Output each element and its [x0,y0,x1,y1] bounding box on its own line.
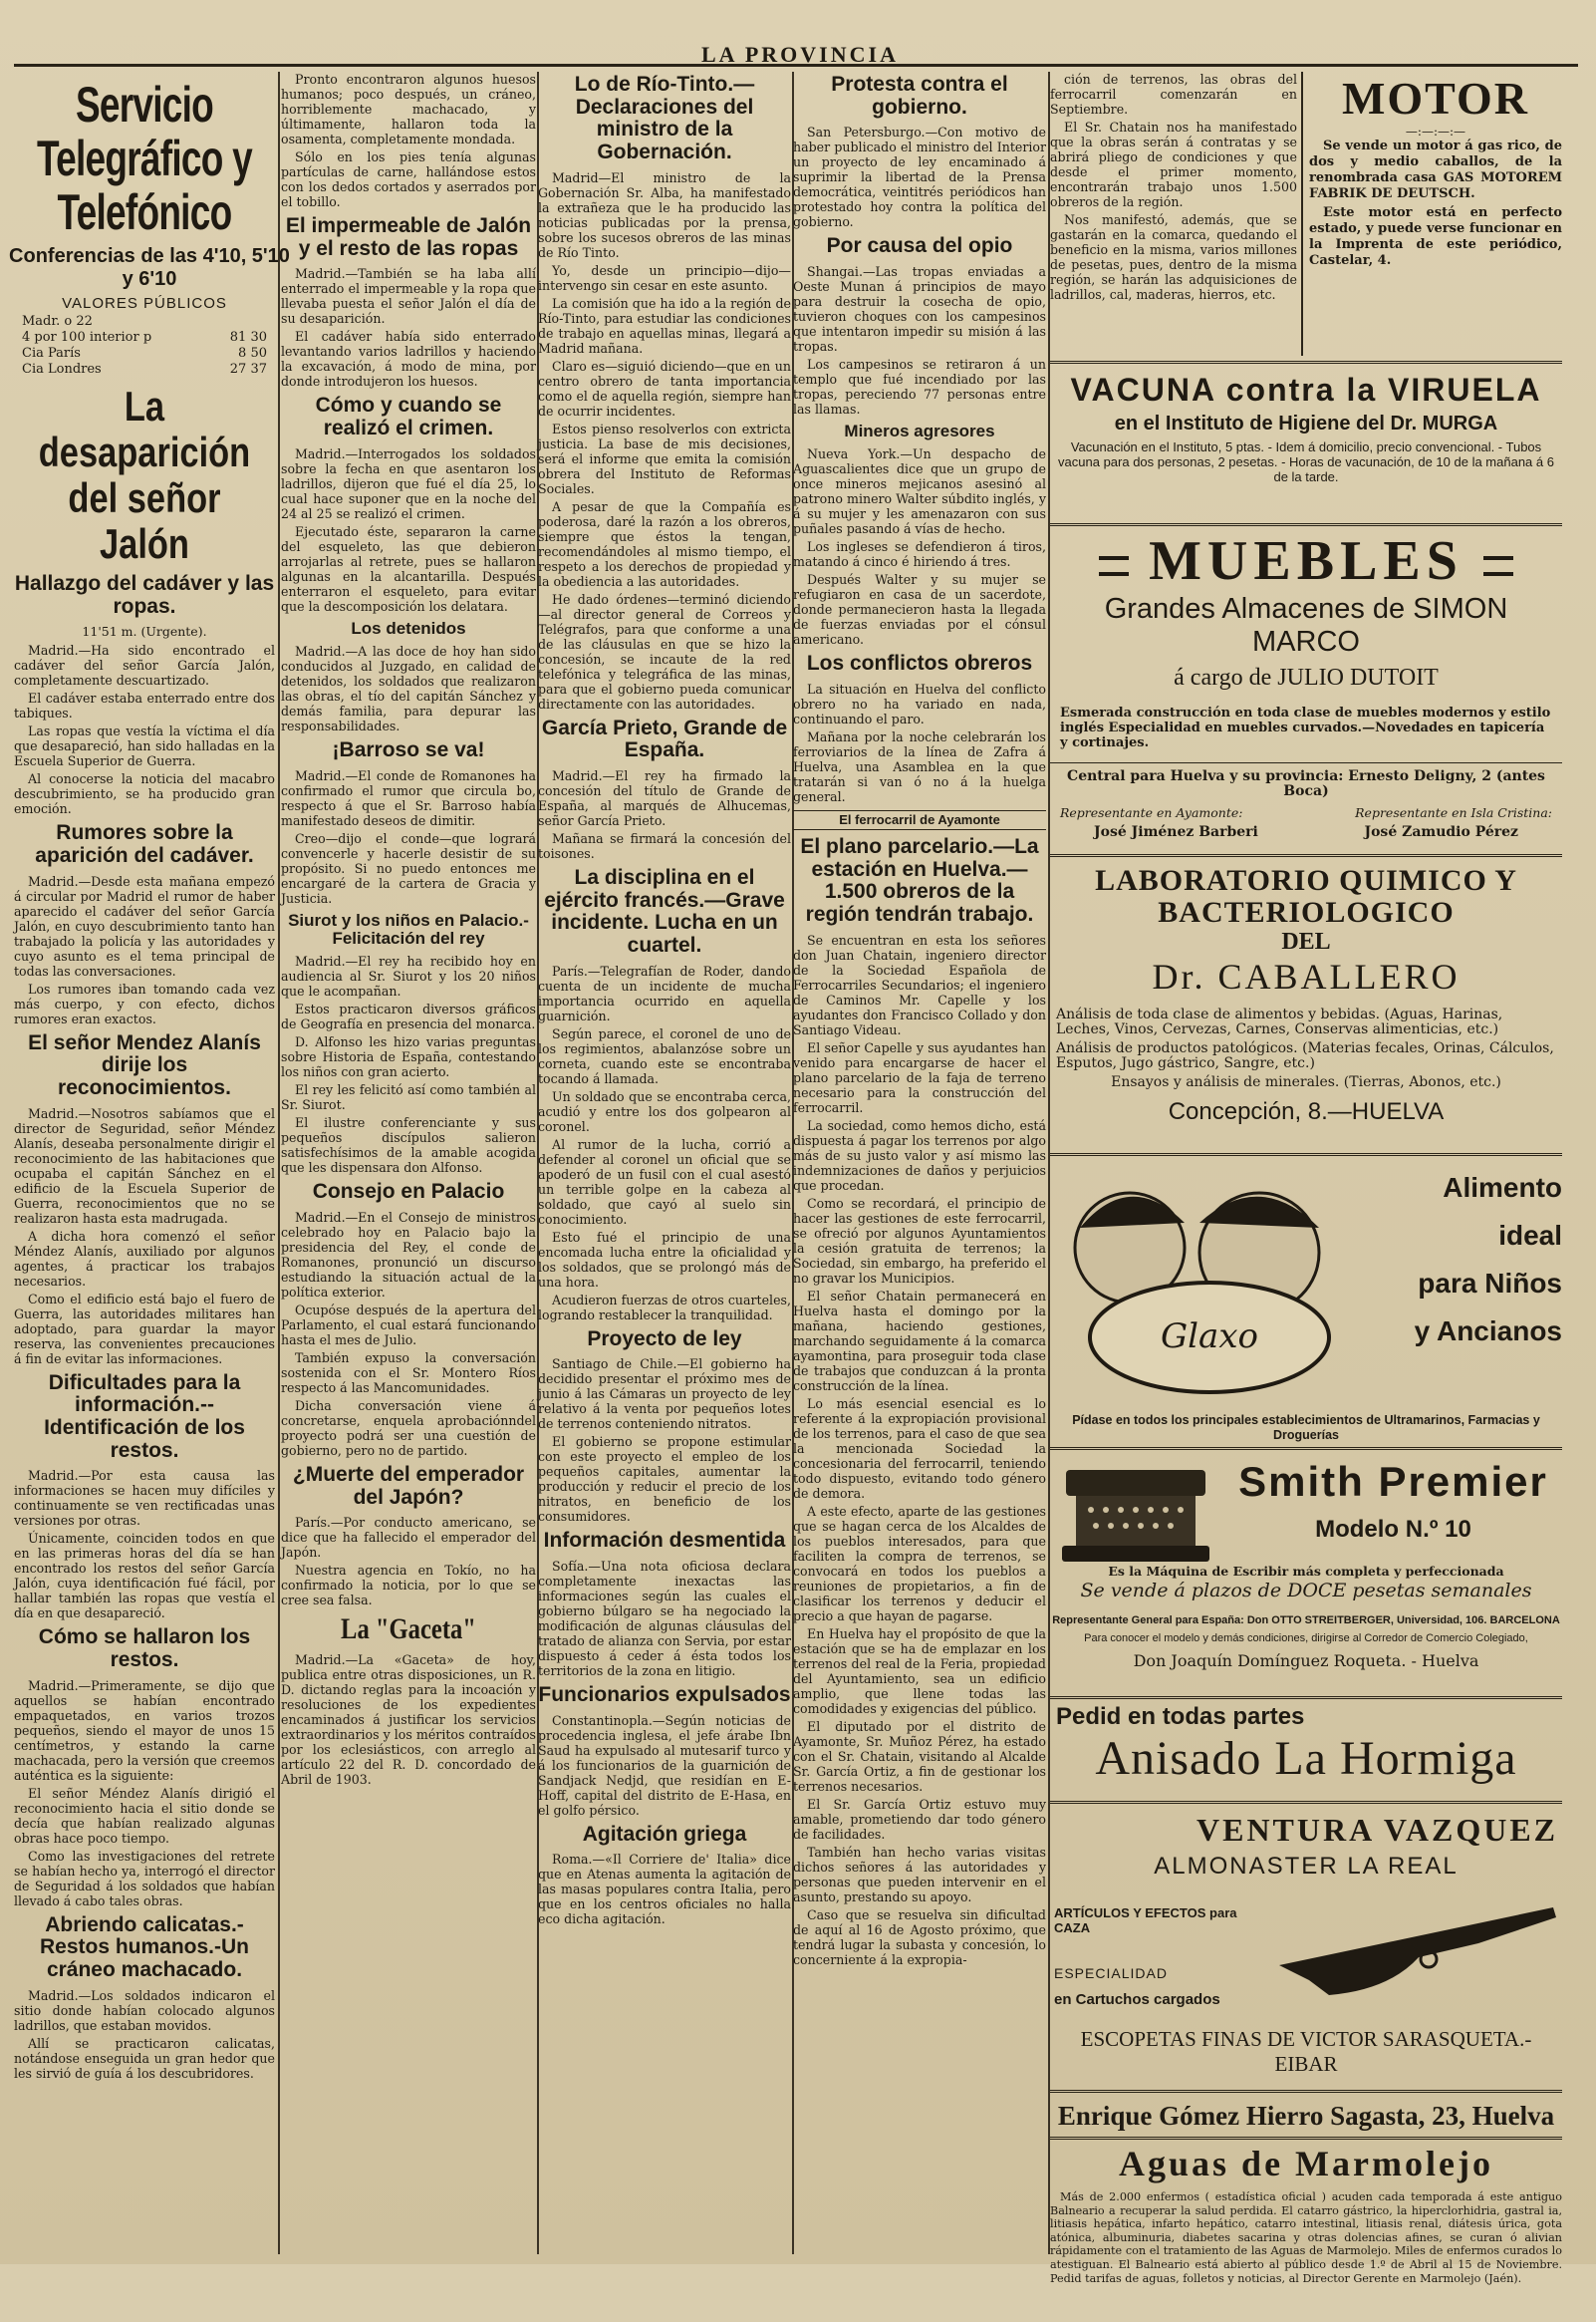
ad-title: MUEBLES [1050,529,1562,593]
ad-subtitle: Anisado La Hormiga [1095,1732,1517,1785]
ad-subtitle: Dr. CABALLERO [1152,957,1461,997]
ad-title: Enrique Gómez Hierro Sagasta, 23, Huelva [1057,2101,1555,2131]
ad-text: ESPECIALIDAD [1054,1965,1168,1981]
ad-separator: —:—:—:— [1405,125,1466,139]
paragraph: Acudieron fuerzas de otros cuarteles, logrando restablecer la tranquilidad. [538,1292,791,1322]
masthead [14,40,1578,67]
ad-text: Central para Huelva y su provincia: Ernesto Deligny, 2 (antes Boca) [1067,768,1545,799]
paragraph: Únicamente, coinciden todos en que en las primeras horas del día se han encontrado los restos del señor García Jalón, cuya identificación fué fácil, por hallar también las ropas que vestía el día en que desapareció. [14,1531,275,1621]
paragraph: El rey les felicitó así como también al Sr. Siurot. [281,1082,536,1113]
paragraph: Constantinopla.—Según noticias de procedencia inglesa, el jefe árabe Ibn Saud ha expulsado al mutesarif turco y á los funcionarios de la guarnición de Sandjack Nedjd, que residían en E-Hoff, capital del distrito de E-Hasa, en el golfo pérsico. [538,1712,791,1818]
headline: Consejo en Palacio [312,1180,505,1204]
ad-text: José Zamudio Pérez [1364,824,1518,840]
paragraph: Estos pienso resolverlos con extricta justicia. La base de mis decisiones, será el informe que emita la comisión obrera del Instituto de Reformas Sociales. [538,421,791,496]
ad-text: Representante General para España: Don OTTO STREITBERGER, Universidad, 106. BARCELONA [1052,1614,1560,1626]
paragraph: ción de terrenos, las obras del ferrocarril comenzarán en Septiembre. [1050,72,1297,117]
typewriter-image [1056,1460,1215,1570]
paragraph: Ejecutado éste, separaron la carne del esqueleto, las que debieron arrojarlas al retrete, pues se hallaron algunas en la alcantarilla. Después enterraron el esqueleto, para evitar que la descomposición los delatara. [281,523,536,614]
paragraph: Madrid.—La «Gaceta» de hoy, publica entre otras disposiciones, un R. D. dictando reglas para la incoación y resoluciones de los expedientes encaminados á justificar los servicios extraordinarios y los méritos contraídos por los eclesiásticos, con arreglo al artículo 22 del R. D. concordado de Abril de 1903. [281,1651,536,1787]
paragraph: La situación en Huelva del conflicto obrero no ha variado en nada, continuando el paro. [793,682,1046,727]
paragraph: Se encuentran en esta los señores don Juan Chatain, ingeniero director de la Sociedad Española de Ferrocarriles Secundarios; el ingeniero de Caminos Mr. Capelle y los ayudantes don Francisco Collado y don Santiago Videau. [793,932,1046,1037]
ad-text: Análisis de toda clase de alimentos y bebidas. (Aguas, Harinas, Leches, Vinos, Cervezas, Carnes, Conservas alimenticias, etc.) [1056,1007,1503,1037]
headline-gaceta: La "Gaceta" [341,1612,476,1646]
paragraph: El Sr. García Ortiz estuvo muy amable, prometiendo dar todo género de facilidades. [793,1796,1046,1842]
paragraph: El cadáver estaba enterrado entre dos tabiques. [14,691,275,722]
ad-subtitle: DEL [1281,929,1331,955]
paragraph: Madrid.—En el Consejo de ministros celebrado hoy en Palacio bajo la presidencia del Rey, el conde de Romanones, pronunció un discurso estudiando la situación actual de la política exterior. [281,1210,536,1301]
paragraph: Mañana se firmará la concesión del toisones. [538,831,791,862]
column-3 [538,72,791,2254]
paragraph: Madrid.—Los soldados indicaron el sitio donde habían colocado algunos ladrillos, que estaban movidos. [14,1987,275,2033]
column-4 [793,72,1046,2254]
ad-laboratorio [1050,859,1562,1156]
column-5-ads [1050,72,1562,2285]
paragraph: Esto fué el principio de una encomada lucha entre la oficialidad y los soldados, que se prolongó más de una hora. [538,1229,791,1290]
paragraph: En Huelva hay el propósito de que la estación que se ha de emplazar en los terrenos del real de la Feria, propiedad del Ayuntamiento, sea un edificio amplio, que llene todas las comodidades y exigencias del público. [793,1625,1046,1716]
paragraph: Claro es—siguió diciendo—que en un centro obrero de tanta importancia como el de aquella región, siempre han de ocurrir incidentes. [538,358,791,419]
ad-title: VENTURA VAZQUEZ [1196,1812,1558,1848]
paragraph: Nuestra agencia en Tokío, no ha confirmado la noticia, por lo que se cree sea falsa. [281,1563,536,1608]
glaxo-illustration [1060,1168,1359,1412]
ad-marmolejo [1050,2143,1562,2322]
masthead-title: LA PROVINCIA [701,42,899,67]
ad-subtitle: ALMONASTER LA REAL [1154,1853,1459,1880]
headline: Dificultades para la información.--Identificación de los restos. [44,1370,245,1462]
paragraph: París.—Por conducto americano, se dice que ha fallecido el emperador del Japón. [281,1515,536,1561]
ad-text: Representante en Isla Cristina: [1355,805,1552,820]
ad-text: ESCOPETAS FINAS DE VICTOR SARASQUETA.-EIBAR [1080,2027,1532,2076]
ad-address: Concepción, 8.—HUELVA [1168,1098,1445,1125]
paragraph: Los campesinos se retiraron á un templo que fué incendiado por las tropas, pereciendo 77 personas entre las llamas. [793,357,1046,418]
paragraph: Madrid.—Por esta causa las informaciones se hacen muy difíciles y continuamente se ven rectificadas unas versiones por otras. [14,1468,275,1529]
headline: Mineros agresores [844,422,995,441]
paragraph: Madrid.—El rey ha firmado la concesión del título de Grande de España, al marqués de Alhucemas, señor García Prieto. [538,768,791,829]
paragraph: Madrid.—El rey ha recibido hoy en audiencia al Sr. Siurot y los 20 niños que le acompañan. [281,954,536,1000]
headline: ¡Barroso se va! [332,738,485,762]
paragraph: El señor Chatain permanecerá en Huelva hasta el domingo por la mañana, haciendo gestiones, marchando seguidamente á la comarca ayamontina, para proseguir toda clase de trabajos que conduzcan á la pronta construcción de la línea. [793,1288,1046,1393]
paragraph: Madrid—El ministro de la Gobernación Sr. Alba, ha manifestado la extrañeza que le ha producido las noticias publicadas por la prensa, sobre los sucesos obreros de las minas de Río Tinto. [538,169,791,260]
public-values-row: 4 por 100 interior p 81 30 [22,330,267,345]
column-rule [278,72,280,2254]
ad-text: Análisis de productos patológicos. (Materias fecales, Orinas, Cálculos, Esputos, Jugo gástrico, Sangre, etc.) [1056,1040,1554,1071]
paragraph: Los ingleses se defendieron á tiros, matando á cinco é hiriendo á tres. [793,539,1046,570]
headline: ¿Muerte del emperador del Japón? [292,1463,525,1509]
paragraph: Las ropas que vestía la víctima el día que desapareció, han sido halladas en la Escuela Superior de Guerra. [14,724,275,769]
paragraph: Como las investigaciones del retrete se habían hecho ya, interrogó el director de Seguridad á los soldados que habían llevado á cabo tales obras. [14,1848,275,1908]
paragraph: Mañana por la noche celebrarán los ferroviarios de la línea de Zafra á Huelva, una Asamblea en la que tratarán si van ó no á la huelga general. [793,729,1046,805]
paragraph: Roma.—«Il Corriere de' Italia» dice que en Atenas aumenta la agitación de las masas populares contra Italia, pero que en los centros oficiales no halla eco dicha agitación. [538,1852,791,1927]
public-values-row: Cia Londres 27 37 [22,362,267,377]
headline: Información desmentida [543,1529,786,1553]
decorative-rule [1483,556,1513,576]
paragraph: El señor Capelle y sus ayudantes han venido para encargarse de hacer el plano parcelario de la faja de terreno necesario para la construcción del ferrocarril. [793,1039,1046,1115]
section-title: Servicio Telegráfico y Telefónico [37,77,252,240]
column-2 [281,72,536,2254]
ad-text: Don Joaquín Domínguez Roqueta. - Huelva [1133,1651,1479,1670]
ad-text: Más de 2.000 enfermos ( estadística oficial ) acuden cada temporada á este antiguo Balneario a recuperar la salud perdida. El catarro gástrico, la hiperclorhidria, gastral ia, litiasis hepática, infarto hepático, catarro intestinal, litiasis renal, diátesis úrica, gota atónica, albuminuria, diabetes sacarina y otras dolencias afines, se curan ó alivian rápidamente con el tratamiento de las Aguas de Marmolejo. Miles de enfermos curados lo atestiguan. El Balneario está abierto al público desde 1.º de Abril al 15 de Noviembre. Pedid tarifas de aguas, folletos y noticias, al Director Gerente en Marmolejo (Jaén). [1050,2190,1562,2285]
article-continuation [1050,72,1297,305]
paragraph: Madrid.—Nosotros sabíamos que el director de Seguridad, señor Méndez Alanís, deseaba personalmente dirigir el reconocimiento de las habitaciones que ocupaba el capitán Sánchez en el edificio de la Escuela Superior de Guerra, reconocimientos que no se realizaron hasta esta madrugada. [14,1105,275,1226]
paragraph: También expuso la conversación sostenida con el Sr. Montero Ríos respecto á las Mancomunidades. [281,1350,536,1396]
paragraph: La sociedad, como hemos dicho, está dispuesta á pagar los terrenos por algo más de su justo valor y así mismo las indemnizaciones de daños y perjuicios que procedan. [793,1117,1046,1193]
ad-subtitle: Modelo N.º 10 [1315,1516,1471,1543]
public-values-title: VALORES PÚBLICOS [62,295,227,312]
ad-anisado [1050,1701,1562,1804]
headline: Proyecto de ley [587,1326,742,1350]
headline: La disciplina en el ejército francés.—Grave incidente. Lucha en un cuartel. [544,866,785,958]
headline: Agitación griega [582,1822,747,1846]
ad-text: José Jiménez Barberi [1094,824,1258,840]
paragraph: Sofía.—Una nota oficiosa declara completamente inexactas las informaciones según las cuales el gobierno búlgaro se ha negociado la modificación de algunas cláusulas del tratado de alianza con Servia, por estar dispuesto á ceder á ésta todos los territorios de la zona en litigio. [538,1559,791,1679]
paragraph: Al rumor de la lucha, corrió a defender al coronel un oficial que se apoderó de un fusil con el cual asestó un terrible golpe en la cabeza al soldado, que cayó al suelo sin conocimiento. [538,1136,791,1227]
public-values-row: Madr. o 22 [22,314,93,329]
ad-text: Este motor está en perfecto estado, y puede verse funcionar en la Imprenta de este periódico, Castelar, 4. [1309,205,1562,268]
ad-text: Vacunación en el Instituto, 5 ptas. - Idem á domicilio, precio convencional. - Tubos vacuna para dos personas, 2 pesetas. - Horas de vacunación, de 10 de la mañana á 6 de la tarde. [1058,439,1554,484]
ad-text: Representante en Ayamonte: [1060,805,1243,820]
paragraph: Caso que se resuelva sin dificultad de aquí al 16 de Agosto próximo, que tendrá lugar la subasta y concesión, lo concerniente á la expropia- [793,1906,1046,1967]
paragraph: Creo—dijo el conde—que logrará convencerle y hacerle desistir de su propósito. Si no puedo entonces me encargaré de la cartera de Gracia y Justicia. [281,830,536,906]
paragraph: Madrid.—Desde esta mañana empezó á circular por Madrid el rumor de haber aparecido el cadáver del señor García Jalón, en cuyo descubrimiento tanto han trabajado la policía y las autoridades y cuyo asunto es el tema principal de todas las conversaciones. [14,873,275,979]
ad-subtitle: en el Instituto de Higiene del Dr. MURGA [1114,413,1498,435]
headline: Funcionarios expulsados [538,1683,791,1707]
paragraph: Santiago de Chile.—El gobierno ha decidido presentar el próximo mes de junio á las Cámaras un proyecto de ley relativo á la venta por pequeños lotes de terrenos conteniendo nitratos. [538,1356,791,1432]
paragraph: Nos manifestó, además, que se gastarán en la comarca, quedando el beneficio en la misma, varios millones de pesetas, pues, dentro de la misma región, se harán las adquisiciones de ladrillos, cal, maderas, hierros, etc. [1050,212,1297,302]
paragraph: Dicha conversación viene á concretarse, enquela aprobaciónndel proyecto podrá ser una cuestión de gobierno, pero no de partido. [281,1398,536,1459]
column-1 [9,72,290,2254]
paragraph: Madrid.—A las doce de hoy han sido conducidos al Juzgado, en calidad de detenidos, los soldados que realizaron las obras, el tío del capitán Sánchez y demás familia, para depurar las responsabilidades. [281,644,536,734]
ad-text: Se vende un motor á gas rico, de dos y medio caballos, de la renombrada casa GAS MOTOREM FABRIK DE DEUTSCH. [1309,139,1562,201]
paragraph: El Sr. Chatain nos ha manifestado que la obras serán á contratas y se abrirá pliego de condiciones y que desde el primer momento, encontrarán trabajo unos 1.500 obreros de la región. [1050,120,1297,209]
ad-title: MOTOR [1341,73,1530,124]
ad-muebles [1050,525,1562,857]
paragraph: Madrid.—El conde de Romanones ha confirmado el rumor que circula bo, respecto á que el Sr. Barroso había manifestado deseos de dimitir. [281,767,536,828]
headline: Cómo se hallaron los restos. [38,1625,251,1672]
ad-subtitle: Grandes Almacenes de SIMON MARCO [1104,593,1508,658]
ad-vacuna [1050,361,1562,526]
headline: Rumores sobre la aparición del cadáver. [35,821,254,868]
paragraph: Ocupóse después de la apertura del Parlamento, el cual estará funcionando hasta el mes de Julio. [281,1303,536,1348]
column-rule [1301,72,1303,356]
paragraph: Madrid.—También se ha laba allí enterrado el impermeable y la ropa que llevaba puesta el señor Jalón el día de su desaparición. [281,266,536,327]
paragraph: A pesar de que la Compañía es poderosa, daré la razón a los obreros, siempre que éstos la tengan, recomendándoles al mismo tiempo, el respeto a los derechos de propiedad y la obediencia a las autoridades. [538,498,791,589]
headline: El ferrocarril de Ayamonte [793,810,1046,830]
paragraph: He dado órdenes—terminó diciendo—al director general de Correos y Telégrafos, para que conforme a una de las cláusulas en que se hizo la concesión, se incaute de la red telefónica y telegráfica de las minas, para que el gobierno pueda comunicar directamente con las autoridades. [538,591,791,712]
headline-jalon: La desaparición del señor Jalón [38,383,251,567]
headline: Hallazgo del cadáver y las ropas. [14,572,275,618]
ad-title: Smith Premier [1238,1458,1548,1505]
ad-text: Alimento [1443,1172,1562,1203]
ad-text: Ensayos y análisis de minerales. (Tierras, Abonos, etc.) [1111,1074,1501,1090]
children-illustration [1060,1168,1359,1412]
typewriter-icon [1056,1460,1215,1570]
paragraph: Los rumores iban tomando cada vez más cuerpo, y con efecto, dichos rumores eran exactos. [14,981,275,1026]
headline: Los detenidos [351,618,466,638]
paragraph: Sólo en los pies tenía algunas partículas de carne, hallándose estos con los dedos cortados y aserrados por el tobillo. [281,149,536,209]
paragraph: También han hecho varias visitas dichos señores á las autoridades y personas que pueden intervenir en el asunto, prestando su apoyo. [793,1844,1046,1904]
glaxo-brand: Glaxo [1161,1316,1258,1356]
ad-text: ARTÍCULOS Y EFECTOS para CAZA [1054,1905,1237,1935]
shotgun-icon [1269,1895,1558,2005]
shotgun-image [1269,1895,1558,2005]
paragraph: Nueva York.—Un despacho de Aguascalientes dice que un grupo de once mineros mejicanos asesinó al patrono minero Walter súbdito inglés, y á su mujer y les amenazaron con sus puñales pasando á vías de hecho. [793,446,1046,537]
paragraph: Como se recordará, el principio de hacer las gestiones de este ferrocarril, se ofreció por algunos Ayuntamientos la cesión gratuita de terrenos; la Sociedad, sin embargo, ha preferido el no gravar los Municipios. [793,1195,1046,1286]
ad-text: Para conocer el modelo y demás condiciones, dirigirse al Corredor de Comercio Colegiado, [1084,1632,1528,1644]
paragraph: El diputado por el distrito de Ayamonte, Sr. Muñoz Pérez, ha estado con el Sr. Chatain, visitando al Alcalde Sr. García Ortiz, a fin de gestionar los terrenos necesarios. [793,1718,1046,1794]
ad-smith-premier [1050,1452,1562,1699]
paragraph: Pronto encontraron algunos huesos humanos; poco después, un cráneo, horriblemente machacado, y últimamente, hallaron toda la osamenta, completamente mondada. [281,72,536,146]
paragraph: Madrid.—Primeramente, se dijo que aquellos se habían encontrado empaquetados, en varios trozos pequeños, siendo el mayor de unos 15 centímetros, y estando la carne machacada, pero la versión que creemos auténtica es la siguiente: [14,1677,275,1783]
paragraph: Madrid.—Ha sido encontrado el cadáver del señor García Jalón, completamente descuartizado. [14,643,275,689]
paragraph: Según parece, el coronel de uno de los regimientos, abalanzóse sobre un corneta, cuando este se encontraba tocando á llamada. [538,1025,791,1086]
headline: García Prieto, Grande de España. [541,716,788,762]
paragraph: Shangai.—Las tropas enviadas a Oeste Munan á principios de mayo para destruir la cosecha de opio, tuvieron choques con los campesinos que intentaron impedir su misión á las tropas. [793,264,1046,355]
ad-text: y Ancianos [1414,1315,1562,1346]
headline: Siurot y los niños en Palacio.- Felicitación del rey [288,910,529,949]
paragraph: Como el edificio está bajo el fuero de Guerra, las autoridades militares han adoptado, para guardar la mayor reserva, las convenientes precauciones á fin de evitar las informaciones. [14,1291,275,1366]
public-values-row: Cia París 8 50 [22,346,267,361]
ad-subtitle: á cargo de JULIO DUTOIT [1174,665,1439,691]
headline: Protesta contra el gobierno. [831,73,1008,119]
paragraph: Allí se practicaron calicatas, notándose enseguida un gran hedor que les sirvió de guía á los descubridores. [14,2035,275,2081]
ad-text: Se vende á plazos de DOCE pesetas semanales [1080,1580,1532,1601]
headline: Los conflictos obreros [806,652,1033,676]
ad-title: VACUNA contra la VIRUELA [1070,372,1542,408]
ad-title: Pedid en todas partes [1056,1703,1305,1730]
ad-glaxo [1050,1158,1562,1450]
paragraph: Lo más esencial esencial es lo referente á la expropiación provisional de los terrenos, para el caso de que sea la mencionada Sociedad la concesionaria del ferrocarril, teniendo todo dispuesto, evitando todo género de demora. [793,1395,1046,1501]
paragraph: El ilustre conferenciante y sus pequeños discípulos salieron satisfechísimos de la amable acogida que les dispensara don Alfonso. [281,1115,536,1176]
paragraph: El señor Méndez Alanís dirigió el reconocimiento hacia el sitio donde se decía que habían realizado algunas obras hace poco tiempo. [14,1785,275,1846]
ad-text: para Niños [1418,1268,1562,1299]
decorative-rule [1099,556,1129,576]
paragraph: Yo, desde un principio—dijo—intervengo sin cesar en este asunto. [538,262,791,293]
paragraph: D. Alfonso les hizo varias preguntas sobre Historia de España, contestando los niños con gran acierto. [281,1034,536,1080]
ad-text: en Cartuchos cargados [1054,1991,1220,2008]
headline: Abriendo calicatas.-Restos humanos.-Un cráneo machacado. [39,1912,250,1982]
ad-ventura-vazquez [1050,1806,1562,2093]
paragraph: Al conocerse la noticia del macabro descubrimiento, se ha producido gran emoción. [14,771,275,817]
headline: El plano parcelario.—La estación en Huelva.—1.500 obreros de la región tendrán trabajo. [800,835,1039,927]
conference-times: Conferencias de las 4'10, 5'10 y 6'10 [9,245,290,290]
paragraph: Un soldado que se encontraba cerca, acudió y entre los dos golpearon al coronel. [538,1088,791,1134]
ad-enrique-gomez [1050,2095,1562,2140]
paragraph: Después Walter y su mujer se refugiaron en casa de un sacerdote, donde permanecieron hasta la llegada de fuerzas enviadas por el cónsul americano. [793,572,1046,648]
paragraph: San Petersburgo.—Con motivo de haber publicado el ministro del Interior un proyecto de ley encaminado á suprimir la libertad de la Prensa democrática, veintitrés periódicos han protestado hoy contra la política del gobierno. [793,125,1046,230]
ad-text: Esmerada construcción en toda clase de muebles modernos y estilo inglés Especialidad en muebles curvados.—Novedades en tapicería y cortinajes. [1060,706,1551,750]
ad-text: Es la Máquina de Escribir más completa y perfeccionada [1108,1564,1504,1579]
paragraph: El gobierno se propone estimular con este proyecto el empleo de los pequeños capitales, aumentar la producción y reducir el precio de los nitratos, en beneficio de los consumidores. [538,1434,791,1525]
ad-title: LABORATORIO QUIMICO Y BACTERIOLOGICO [1095,864,1517,929]
paragraph: A dicha hora comenzó el señor Méndez Alanís, auxiliado por algunos agentes, á practicar los trabajos necesarios. [14,1228,275,1289]
ad-title: Aguas de Marmolejo [1119,2144,1493,2183]
paragraph: Madrid.—Interrogados los soldados sobre la fecha en que asentaron los ladrillos, dijeron que fué el día 25, lo cual hace suponer que en la noche del 24 al 25 se realizó el crimen. [281,445,536,521]
ad-motor [1309,72,1562,272]
headline: Lo de Río-Tinto.—Declaraciones del ministro de la Gobernación. [574,73,755,164]
paragraph: Estos practicaron diversos gráficos de Geografía en presencia del monarca. [281,1002,536,1032]
paragraph: París.—Telegrafían de Roder, dando cuenta de un incidente de mucha importancia ocurrido en aquella guarnición. [538,963,791,1023]
ad-text: Pídase en todos los principales establecimientos de Ultramarinos, Farmacias y Droguerías [1072,1413,1540,1442]
headline: Cómo y cuando se realizó el crimen. [315,394,502,440]
ad-text: ideal [1498,1220,1562,1251]
headline: El señor Mendez Alanís dirije los reconocimientos. [28,1030,261,1100]
dispatch-time: 11'51 m. (Urgente). [82,624,207,640]
paragraph: El cadáver había sido enterrado levantando varios ladrillos y haciendo la excavación, á modo de mina, por donde introdujeron los huesos. [281,329,536,390]
headline: El impermeable de Jalón y el resto de las ropas [285,214,532,260]
paragraph: A este efecto, aparte de las gestiones que se hagan cerca de los Alcaldes de los pueblos interesados, para que faciliten la compra de terrenos, se convocará en todos los pueblos a reuniones de propietarios, a fin de clasificar los terrenos y deducir el precio a que hayan de pagarse. [793,1503,1046,1623]
headline: Por causa del opio [826,234,1013,258]
paragraph: La comisión que ha ido a la región de Río-Tinto, para estudiar las condiciones de trabajo en aquellas minas, llegará a Madrid mañana. [538,295,791,356]
